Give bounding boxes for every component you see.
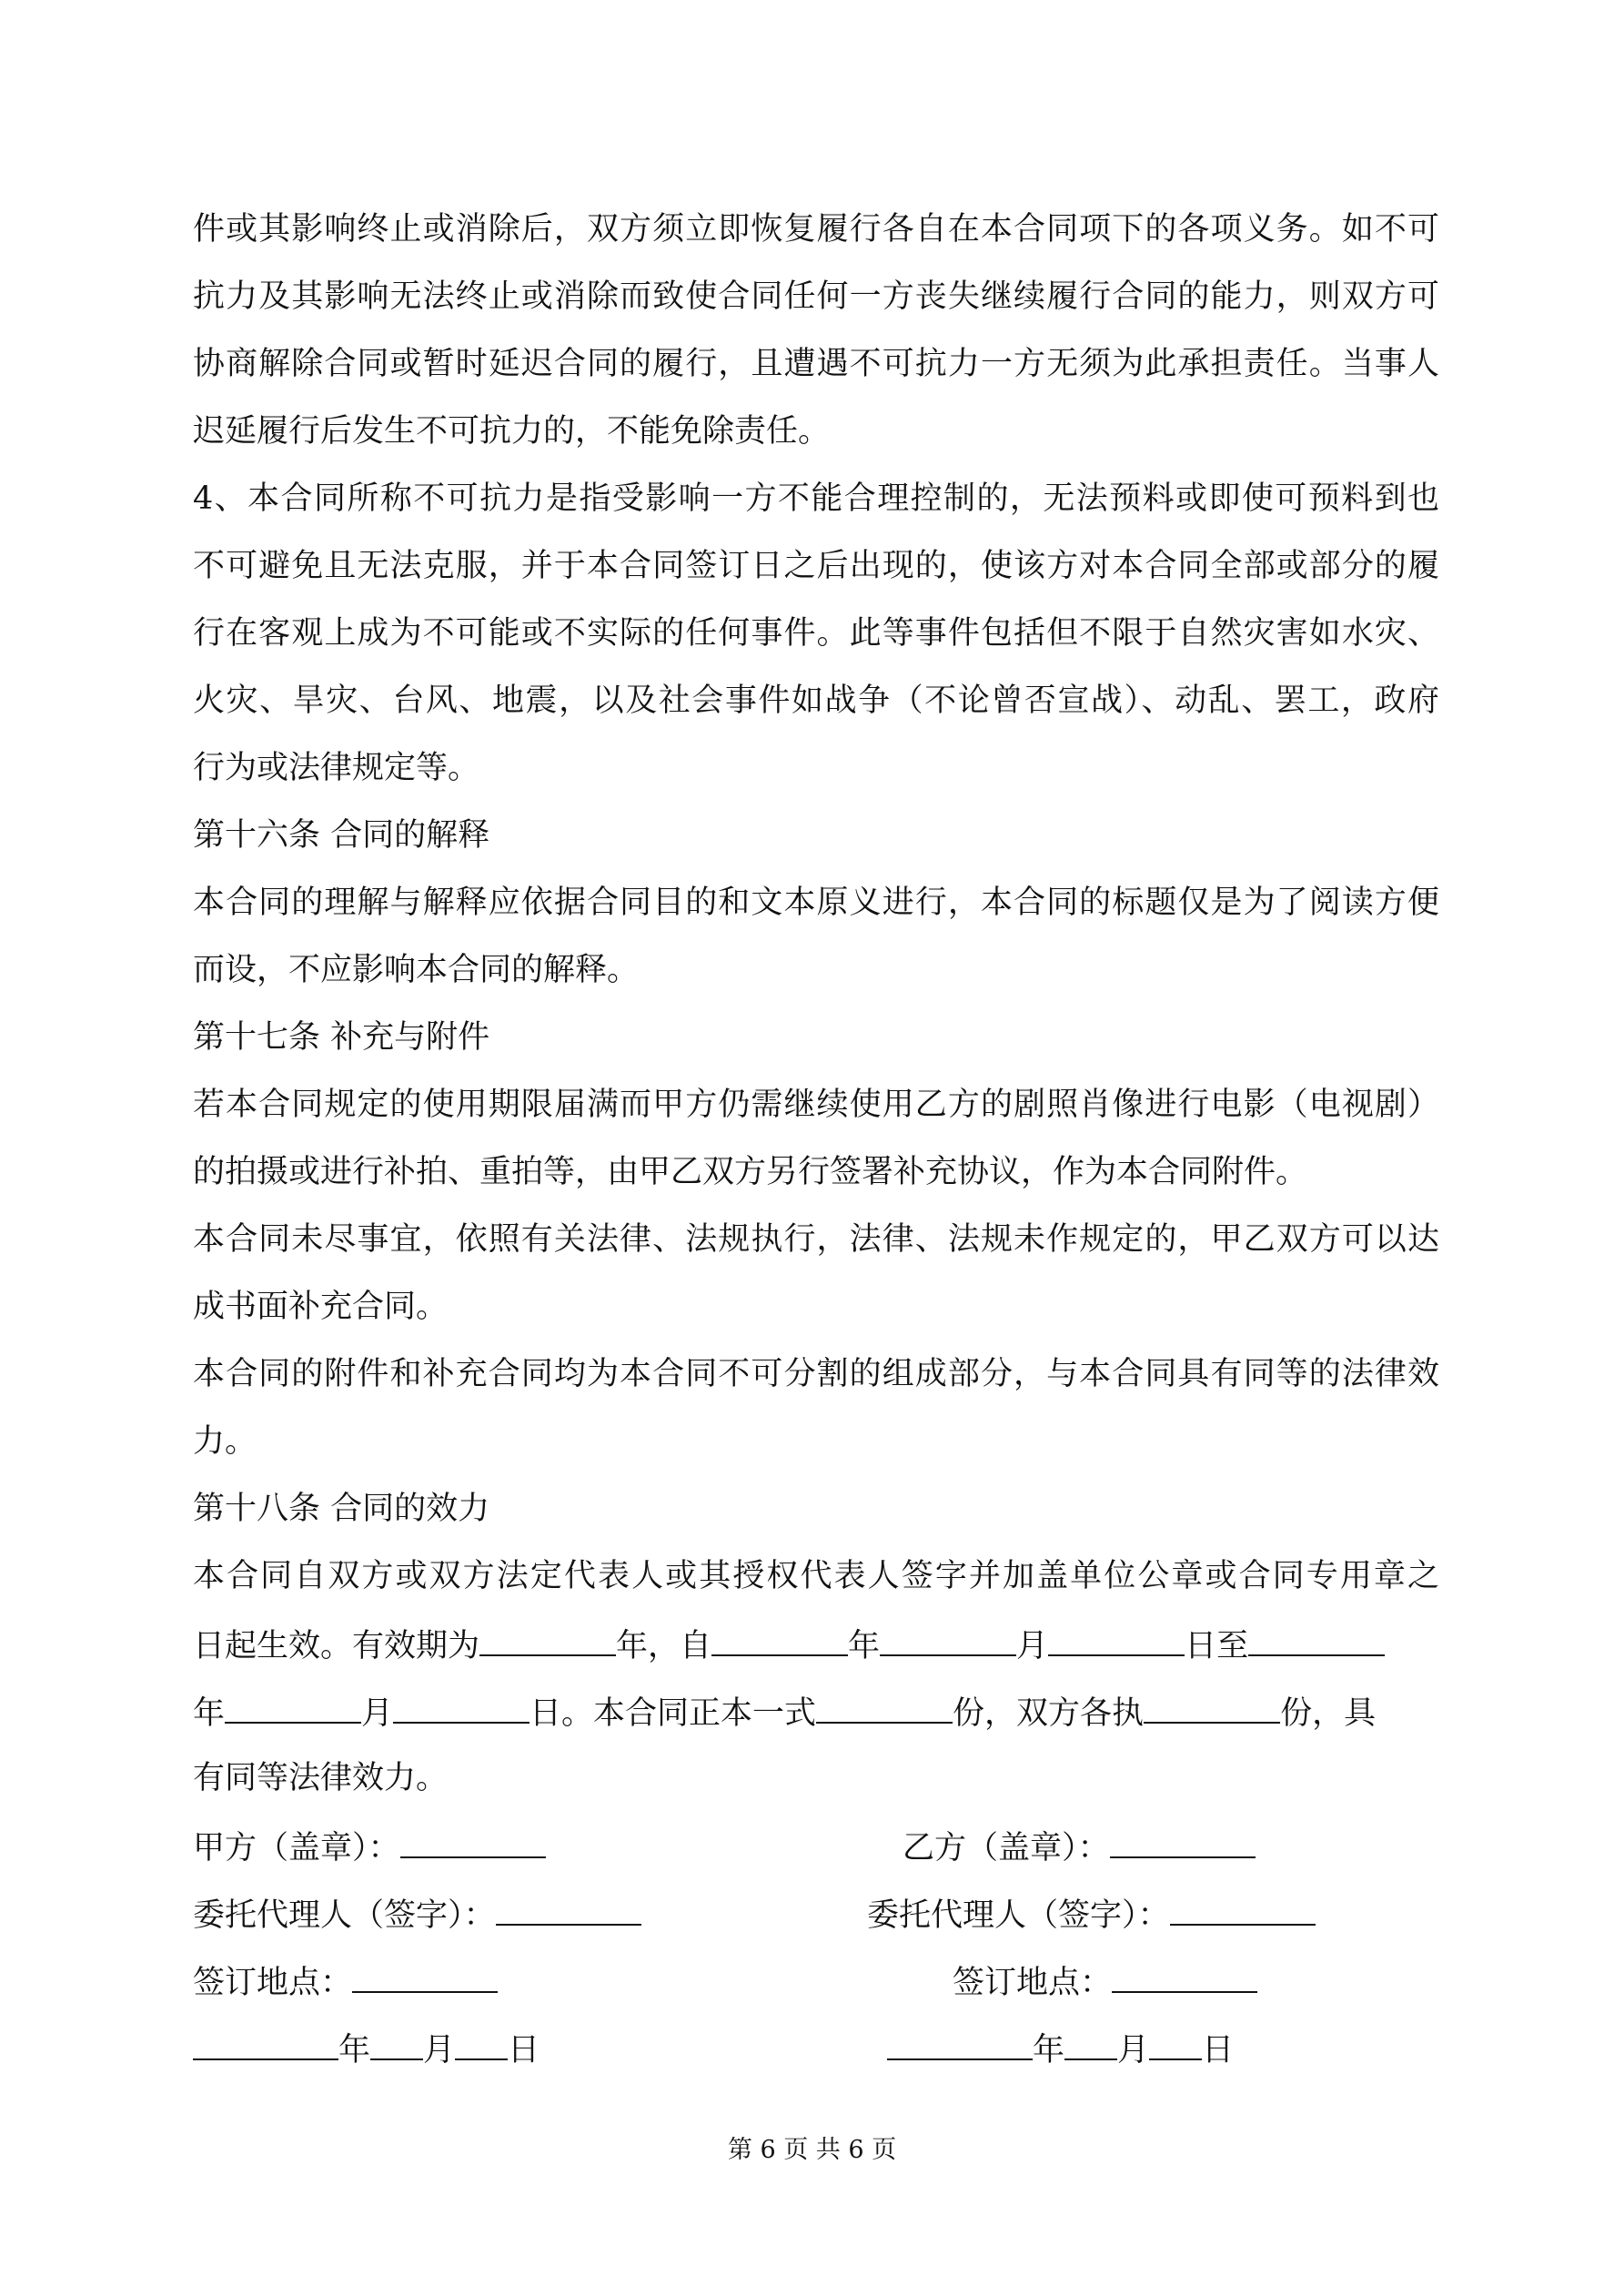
place-a-blank[interactable] [352,1958,498,1993]
paragraph-line: 有同等法律效力。 [193,1760,449,1796]
paragraph-line: 行在客观上成为不可能或不实际的任何事件。此等事件包括但不限于自然灾害如水灾、 [193,615,1439,652]
date-b-year-blank[interactable] [887,2026,1033,2060]
party-a-seal-label: 甲方（盖章）： [193,1830,400,1866]
paragraph-line: 行为或法律规定等。 [193,750,480,786]
date-b-day-blank[interactable] [1149,2026,1202,2060]
fill-blank[interactable] [711,1622,848,1656]
party-b-seal-label: 乙方（盖章）： [903,1830,1110,1866]
text-fragment: 日至 [1185,1628,1249,1664]
text-fragment: 日起生效。有效期为 [193,1628,480,1664]
day-label: 日 [508,2032,540,2068]
text-fragment: 份，双方各执 [953,1695,1145,1732]
paragraph-line: 协商解除合同或暂时延迟合同的履行，且遭遇不可抗力一方无须为此承担责任。当事人 [193,346,1439,382]
paragraph-line: 若本合同规定的使用期限届满而甲方仍需继续使用乙方的剧照肖像进行电影（电视剧） [193,1087,1439,1123]
place-b-label: 签订地点： [953,1965,1113,2001]
text-fragment: 份，具 [1280,1695,1377,1732]
paragraph-line: 4、本合同所称不可抗力是指受影响一方不能合理控制的，无法预料或即使可预料到也 [193,480,1439,517]
paragraph-line: 本合同的附件和补充合同均为本合同不可分割的组成部分，与本合同具有同等的法律效 [193,1356,1439,1392]
year-label: 年 [1033,2032,1065,2068]
text-fragment: 年 [193,1695,226,1732]
paragraph-line: 本合同未尽事宜，依照有关法律、法规执行，法律、法规未作规定的，甲乙双方可以达 [193,1221,1439,1258]
date-a [193,2026,540,2072]
paragraph-line: 抗力及其影响无法终止或消除而致使合同任何一方丧失继续履行合同的能力，则双方可 [193,278,1439,315]
fill-blank[interactable] [393,1689,530,1724]
agent-b-label: 委托代理人（签字）： [867,1897,1170,1934]
paragraph-line: 力。 [193,1423,257,1460]
fill-blank[interactable] [816,1689,953,1724]
paragraph-line: 迟延履行后发生不可抗力的，不能免除责任。 [193,413,831,450]
paragraph-line: 本合同自双方或双方法定代表人或其授权代表人签字并加盖单位公章或合同专用章之 [193,1558,1439,1594]
month-label: 月 [423,2032,456,2068]
article-heading: 第十六条 合同的解释 [193,817,490,854]
text-fragment: 年，自 [616,1628,712,1664]
date-a-day-blank[interactable] [455,2026,508,2060]
fill-blank[interactable] [225,1689,361,1724]
text-fragment: 月 [361,1695,394,1732]
page-number: 第 6 页 共 6 页 [727,2136,897,2164]
fill-blank[interactable] [1144,1689,1280,1724]
agent-a-label: 委托代理人（签字）： [193,1897,496,1934]
agent-a-signature [193,1891,641,1937]
date-b [887,2026,1234,2072]
party-b-seal-blank[interactable] [1110,1824,1256,1858]
paragraph-line: 成书面补充合同。 [193,1289,449,1325]
fill-blank[interactable] [479,1622,616,1656]
paragraph-line: 火灾、旱灾、台风、地震，以及社会事件如战争（不论曾否宣战）、动乱、罢工，政府 [193,683,1439,719]
agent-b-signature [867,1891,1316,1937]
year-label: 年 [338,2032,371,2068]
date-a-month-blank[interactable] [370,2026,423,2060]
paragraph-line: 的拍摄或进行补拍、重拍等，由甲乙双方另行签署补充协议，作为本合同附件。 [193,1154,1308,1190]
date-b-month-blank[interactable] [1064,2026,1117,2060]
party-a-seal-blank[interactable] [400,1824,546,1858]
place-b [953,1958,1257,2005]
party-b-seal [903,1824,1256,1870]
paragraph-line: 而设，不应影响本合同的解释。 [193,952,640,988]
party-a-seal [193,1824,546,1870]
paragraph-line: 不可避免且无法克服，并于本合同签订日之后出现的，使该方对本合同全部或部分的履 [193,548,1439,584]
text-fragment: 月 [1016,1628,1049,1664]
paragraph-line: 本合同的理解与解释应依据合同目的和文本原义进行，本合同的标题仅是为了阅读方便 [193,885,1439,921]
place-b-blank[interactable] [1112,1958,1257,1993]
article-heading: 第十八条 合同的效力 [193,1491,490,1527]
agent-b-blank[interactable] [1170,1891,1316,1926]
fill-blank[interactable] [1048,1622,1185,1656]
day-label: 日 [1202,2032,1235,2068]
agent-a-blank[interactable] [496,1891,641,1926]
fill-blank[interactable] [880,1622,1016,1656]
article-heading: 第十七条 补充与附件 [193,1019,490,1056]
validity-line [193,1622,1439,1668]
paragraph-line: 件或其影响终止或消除后，双方须立即恢复履行各自在本合同项下的各项义务。如不可 [193,211,1439,248]
date-a-year-blank[interactable] [193,2026,338,2060]
place-a [193,1958,498,2005]
text-fragment: 年 [848,1628,881,1664]
fill-blank[interactable] [1248,1622,1385,1656]
validity-line [193,1689,1439,1735]
text-fragment: 日。本合同正本一式 [530,1695,817,1732]
month-label: 月 [1117,2032,1150,2068]
place-a-label: 签订地点： [193,1965,353,2001]
